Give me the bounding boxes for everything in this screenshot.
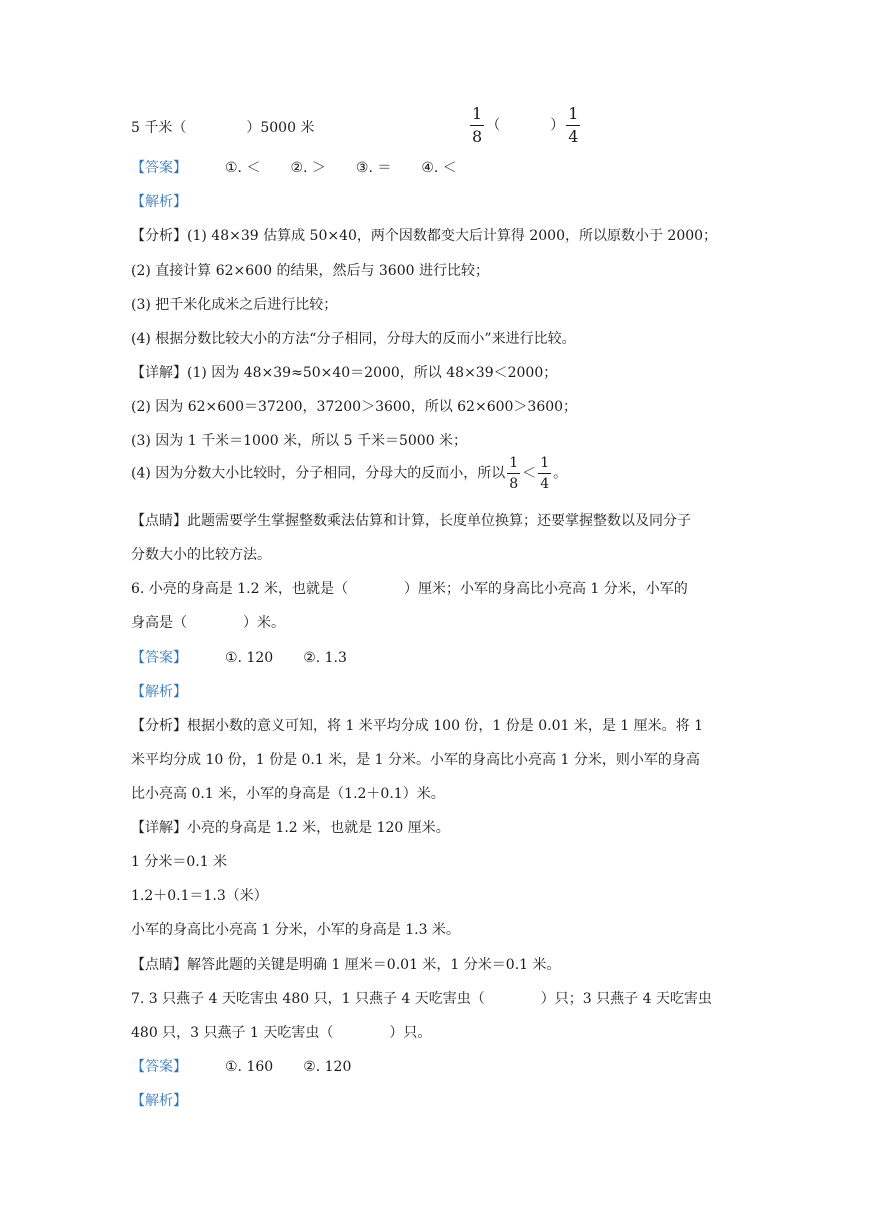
q7-answer-line bbox=[131, 1057, 351, 1077]
fraction-one-eighth: $\frac{1}{8}$ bbox=[509, 455, 519, 492]
question-text: 6. 小亮的身高是 1.2 米，也就是（ bbox=[131, 581, 348, 597]
answer-item: ③. ＝ bbox=[355, 160, 392, 176]
dianjing-line: 分数大小的比较方法。 bbox=[131, 547, 271, 563]
answer-item: ①. 160 bbox=[225, 1059, 274, 1075]
jiexi-tag: 【解析】 bbox=[131, 194, 187, 210]
answer-tag: 【答案】 bbox=[131, 650, 187, 666]
fenxi-line: 比小亮高 0.1 米，小军的身高是（1.2＋0.1）米。 bbox=[131, 786, 445, 802]
answer-tag: 【答案】 bbox=[131, 1059, 187, 1075]
text: ）5000 米 bbox=[246, 120, 315, 136]
q6-question-line bbox=[131, 613, 285, 633]
q5-answer-line bbox=[131, 158, 457, 178]
fenxi-line: 米平均分成 10 份，1 份是 0.1 米，是 1 分米。小军的身高比小亮高 1 分米，则小军的身高 bbox=[131, 752, 700, 768]
fenxi-tag: 【分析】 bbox=[131, 228, 187, 244]
q7-question-line bbox=[131, 1023, 431, 1043]
xiangjie-line: 1.2＋0.1＝1.3（米） bbox=[131, 888, 268, 904]
fenxi-line: (4) 根据分数比较大小的方法“分子相同，分母大的反而小”来进行比较。 bbox=[131, 331, 576, 347]
fraction-one-fourth: $\frac{1}{4}$ bbox=[540, 455, 550, 492]
fenxi-tag: 【分析】 bbox=[131, 718, 187, 734]
q7-question-line bbox=[131, 989, 712, 1009]
xiangjie-line bbox=[131, 363, 557, 383]
xiangjie-line: (3) 因为 1 千米＝1000 米，所以 5 千米＝5000 米； bbox=[131, 433, 468, 449]
dianjing-line bbox=[131, 955, 561, 975]
text: （ bbox=[486, 117, 501, 134]
xiangjie-line: 小军的身高比小亮高 1 分米，小军的身高是 1.3 米。 bbox=[131, 922, 460, 938]
question-text: ）米。 bbox=[243, 615, 285, 631]
less-than-sign: ＜ bbox=[522, 465, 537, 482]
text: 5 千米（ bbox=[131, 120, 187, 136]
xiangjie-text: (4) 因为分数大小比较时，分子相同，分母大的反而小，所以 bbox=[131, 465, 506, 482]
q6-answer-line bbox=[131, 648, 347, 668]
question-text: ）厘米；小军的身高比小亮高 1 分米，小军的 bbox=[403, 581, 688, 597]
fenxi-line: (2) 直接计算 62×600 的结果，然后与 3600 进行比较； bbox=[131, 263, 489, 279]
answer-tag: 【答案】 bbox=[131, 160, 187, 176]
xiangjie-line: 1 分米＝0.1 米 bbox=[131, 854, 228, 870]
question-text: 480 只，3 只燕子 1 天吃害虫（ bbox=[131, 1025, 334, 1041]
jiexi-tag: 【解析】 bbox=[131, 684, 187, 700]
answer-item: ①. 120 bbox=[225, 650, 274, 666]
answer-item: ④. ＜ bbox=[421, 160, 457, 176]
fraction-one-fourth: $\frac{1}{4}$ bbox=[568, 104, 579, 146]
fenxi-line bbox=[131, 716, 703, 736]
fenxi-line: (3) 把千米化成米之后进行比较； bbox=[131, 297, 338, 313]
question-text: 7. 3 只燕子 4 天吃害虫 480 只，1 只燕子 4 天吃害虫（ bbox=[131, 991, 485, 1007]
answer-item: ②. 120 bbox=[303, 1059, 352, 1075]
fenxi-text: (1) 48×39 估算成 50×40，两个因数都变大后计算得 2000，所以原数小于 2000； bbox=[187, 228, 718, 244]
dianjing-text: 解答此题的关键是明确 1 厘米＝0.01 米，1 分米＝0.1 米。 bbox=[187, 957, 561, 973]
xiangjie-line bbox=[131, 818, 450, 838]
answer-item: ②. 1.3 bbox=[303, 650, 347, 666]
answer-item: ①. ＜ bbox=[225, 160, 261, 176]
xiangjie-text: (1) 因为 48×39≈50×40＝2000，所以 48×39＜2000； bbox=[187, 365, 558, 381]
question-text: 身高是（ bbox=[131, 615, 187, 631]
fenxi-line bbox=[131, 226, 717, 246]
question-text: ）只；3 只燕子 4 天吃害虫 bbox=[540, 991, 712, 1007]
compare-line-fraction bbox=[468, 106, 582, 145]
xiangjie-line: (2) 因为 62×600＝37200，37200＞3600，所以 62×600＞3600； bbox=[131, 399, 578, 415]
xiangjie-tag: 【详解】 bbox=[131, 820, 187, 836]
compare-line-km bbox=[131, 118, 314, 138]
fraction-one-eighth: $\frac{1}{8}$ bbox=[472, 104, 483, 146]
q6-question-line bbox=[131, 579, 688, 599]
answer-item: ②. ＞ bbox=[290, 160, 326, 176]
dianjing-line bbox=[131, 511, 691, 531]
question-text: ）只。 bbox=[389, 1025, 432, 1041]
xiangjie-line-fraction bbox=[131, 456, 567, 491]
text: ） bbox=[550, 117, 565, 134]
dianjing-tag: 【点睛】 bbox=[131, 957, 187, 973]
fenxi-text: 根据小数的意义可知，将 1 米平均分成 100 份，1 份是 0.01 米，是 1 厘米。将 1 bbox=[187, 718, 704, 734]
jiexi-tag: 【解析】 bbox=[131, 1093, 187, 1109]
dianjing-tag: 【点睛】 bbox=[131, 513, 187, 529]
xiangjie-text: 小亮的身高是 1.2 米，也就是 120 厘米。 bbox=[187, 820, 450, 836]
period: 。 bbox=[553, 465, 568, 482]
xiangjie-tag: 【详解】 bbox=[131, 365, 187, 381]
dianjing-text: 此题需要学生掌握整数乘法估算和计算，长度单位换算；还要掌握整数以及同分子 bbox=[187, 513, 691, 529]
